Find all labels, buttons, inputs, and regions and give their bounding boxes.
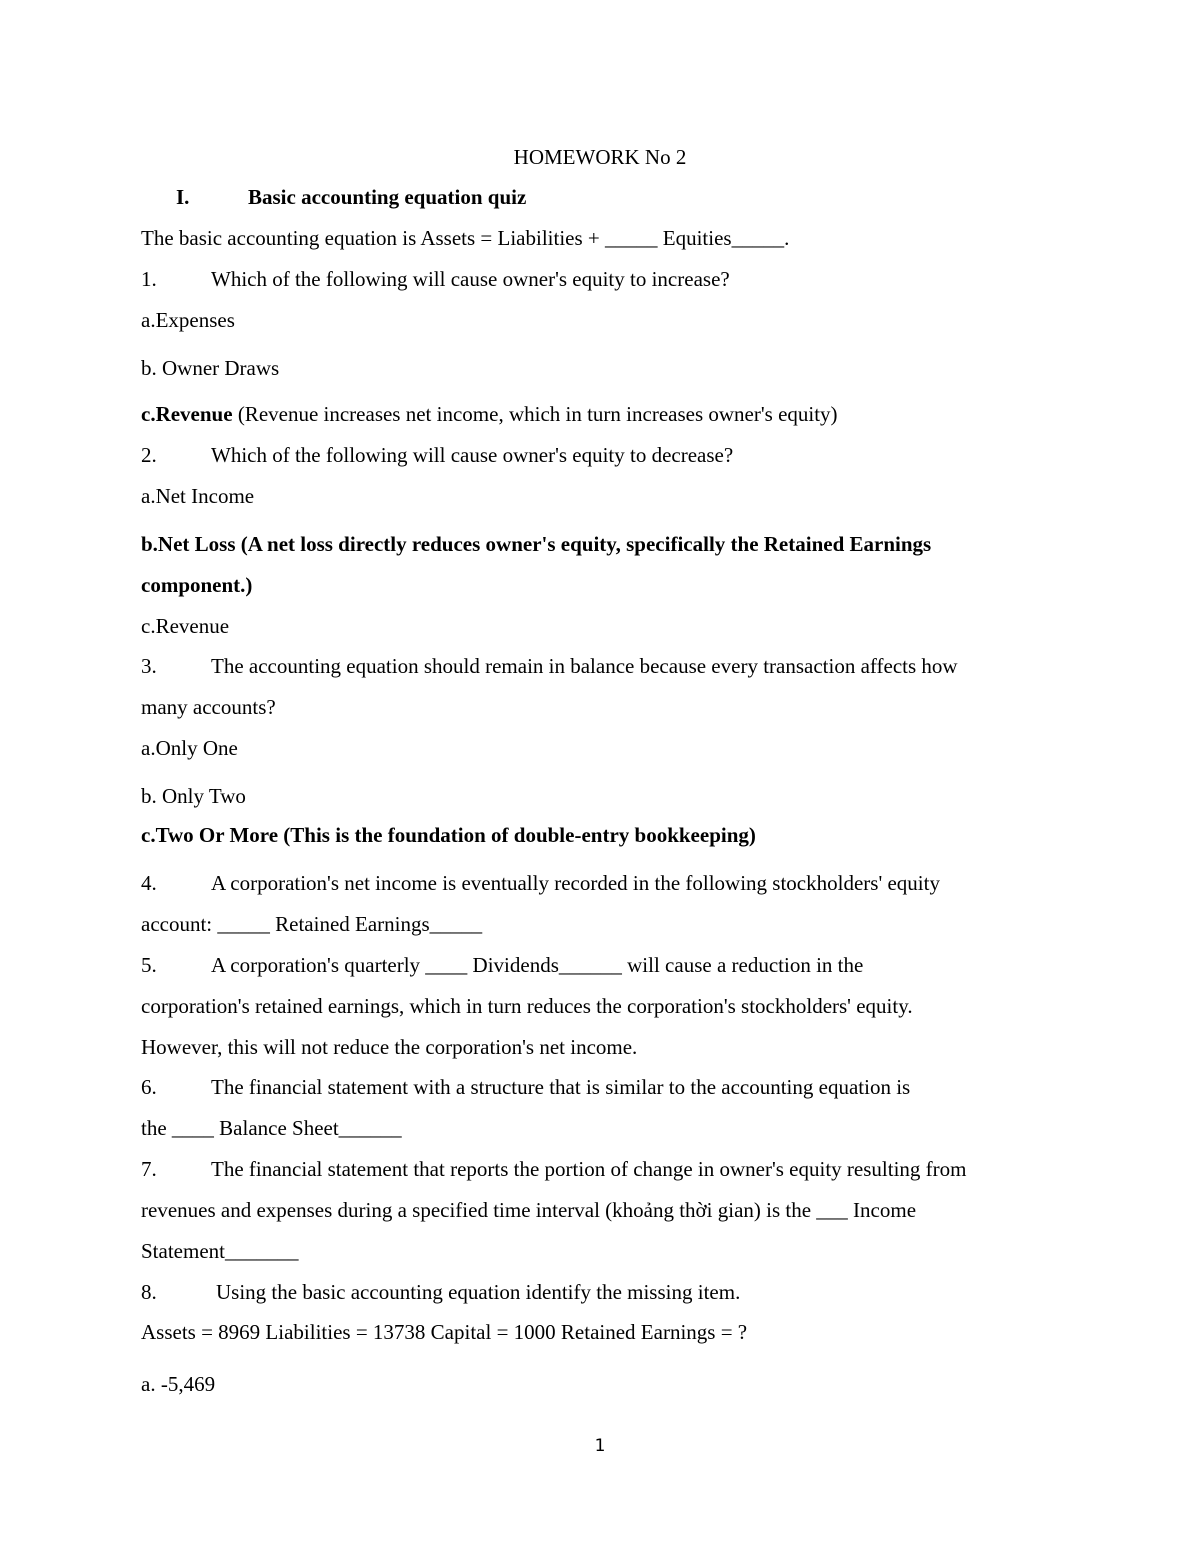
q3-option-a: a.Only One <box>141 736 238 760</box>
question-text: Using the basic accounting equation identify the missing item. <box>216 1280 741 1304</box>
q1-option-c <box>141 400 1071 428</box>
q2-option-a: a.Net Income <box>141 484 255 508</box>
question-6 <box>141 1073 1071 1101</box>
question-text: The financial statement that reports the portion of change in owner's equity resulting from <box>211 1157 967 1181</box>
q1-option-b: b. Owner Draws <box>141 356 280 380</box>
q8-option-a: a. -5,469 <box>141 1372 216 1396</box>
q1-option-a: a.Expenses <box>141 308 235 332</box>
question-6-cont: the ____ Balance Sheet______ <box>141 1116 402 1140</box>
question-3-cont: many accounts? <box>141 695 276 719</box>
question-number: 6. <box>141 1075 157 1099</box>
question-4 <box>141 869 1071 897</box>
q1-explanation: (Revenue increases net income, which in turn increases owner's equity) <box>232 402 838 426</box>
question-1 <box>141 265 1071 293</box>
question-2 <box>141 441 1071 469</box>
question-number: 2. <box>141 443 157 467</box>
q2-option-b: b.Net Loss (A net loss directly reduces owner's equity, specifically the Retained Earnings <box>141 532 932 556</box>
q2-option-c: c.Revenue <box>141 614 230 638</box>
question-text: The accounting equation should remain in balance because every transaction affects how <box>211 654 958 678</box>
page-number: 1 <box>594 1436 606 1456</box>
q1-answer: c.Revenue <box>141 402 233 426</box>
question-text: Which of the following will cause owner's equity to increase? <box>211 267 730 291</box>
question-7-cont-2: Statement_______ <box>141 1239 299 1263</box>
q3-option-b: b. Only Two <box>141 784 246 808</box>
document-title: HOMEWORK No 2 <box>513 145 687 169</box>
question-number: 8. <box>141 1280 157 1304</box>
question-number: 7. <box>141 1157 157 1181</box>
question-number: 5. <box>141 953 157 977</box>
question-text: A corporation's net income is eventually recorded in the following stockholders' equity <box>211 871 940 895</box>
question-5 <box>141 951 1071 979</box>
question-5-cont: corporation's retained earnings, which in turn reduces the corporation's stockholders' equity. <box>141 994 913 1018</box>
question-number: 4. <box>141 871 157 895</box>
q8-equation: Assets = 8969 Liabilities = 13738 Capital = 1000 Retained Earnings = ? <box>141 1320 748 1344</box>
question-4-cont: account: _____ Retained Earnings_____ <box>141 912 483 936</box>
question-8 <box>141 1278 1071 1306</box>
question-text: The financial statement with a structure that is similar to the accounting equation is <box>211 1075 911 1099</box>
q3-option-c: c.Two Or More (This is the foundation of double-entry bookkeeping) <box>141 823 756 847</box>
q2-option-b-cont: component.) <box>141 573 253 597</box>
section-heading <box>176 183 1106 211</box>
question-3 <box>141 652 1071 680</box>
question-text: Which of the following will cause owner's equity to decrease? <box>211 443 734 467</box>
section-title: Basic accounting equation quiz <box>248 185 527 209</box>
question-number: 1. <box>141 267 157 291</box>
question-7-cont: revenues and expenses during a specified time interval (khoảng thời gian) is the ___ Income <box>141 1198 917 1222</box>
question-5-cont-2: However, this will not reduce the corporation's net income. <box>141 1035 638 1059</box>
question-7 <box>141 1155 1071 1183</box>
question-text: A corporation's quarterly ____ Dividends______ will cause a reduction in the <box>211 953 864 977</box>
question-number: 3. <box>141 654 157 678</box>
section-number: I. <box>176 185 190 209</box>
intro-text: The basic accounting equation is Assets = Liabilities + _____ Equities_____. <box>141 226 790 250</box>
